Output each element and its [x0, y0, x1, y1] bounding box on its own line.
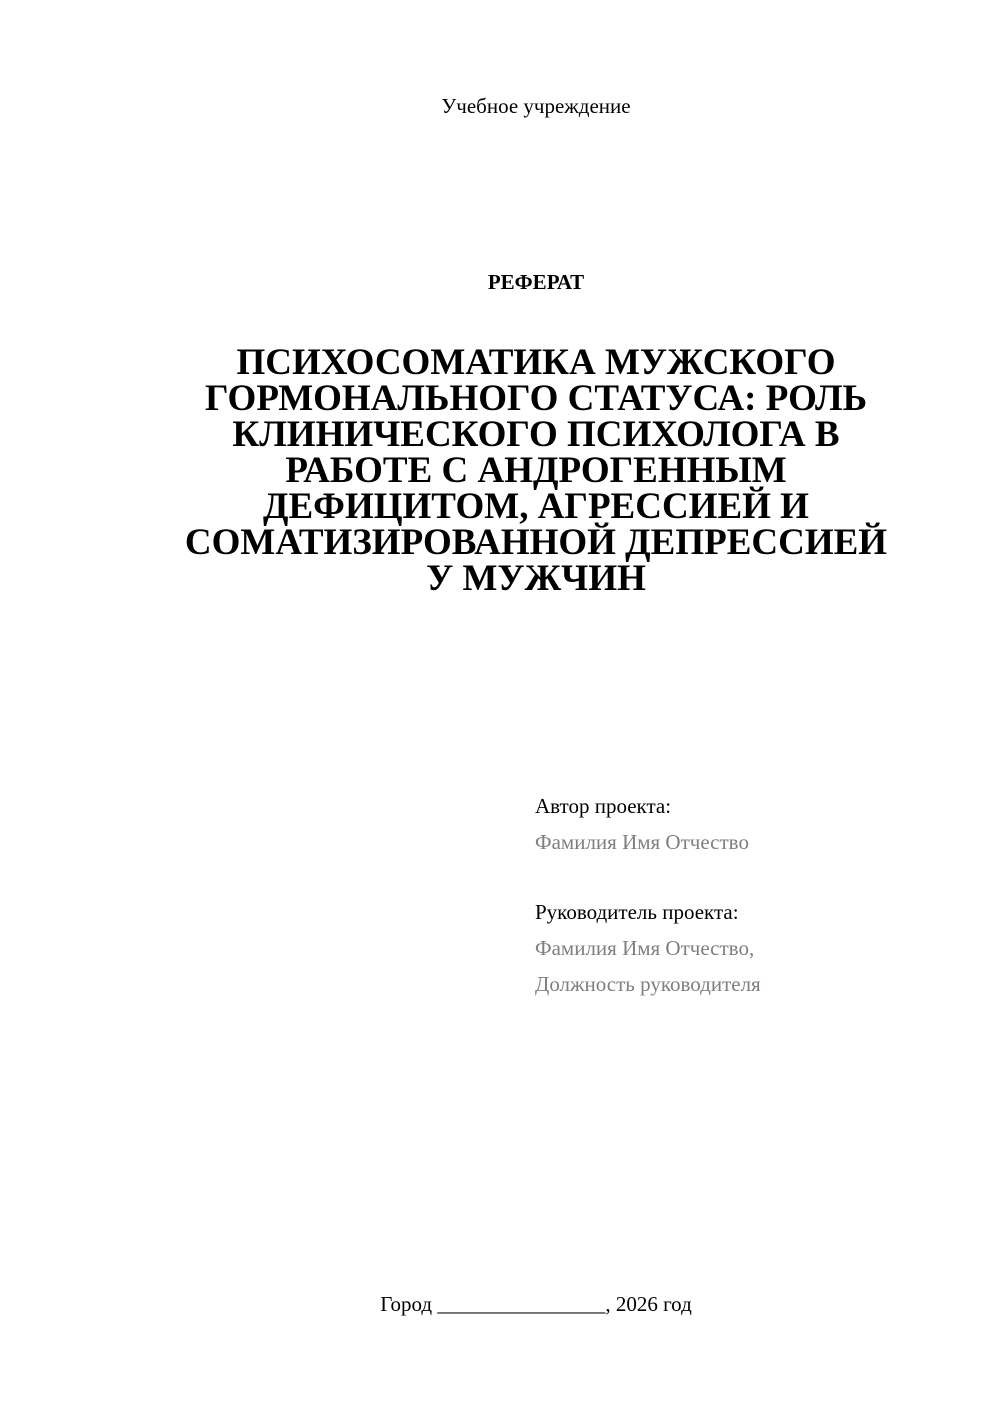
title-line: СОМАТИЗИРОВАННОЙ ДЕПРЕССИЕЙ: [184, 522, 888, 563]
document-type: РЕФЕРАТ: [487, 270, 585, 294]
author-name: Фамилия Имя Отчество: [535, 830, 749, 854]
title-line: ДЕФИЦИТОМ, АГРЕССИЕЙ И: [263, 486, 809, 527]
title-line: КЛИНИЧЕСКОГО ПСИХОЛОГА В: [232, 414, 840, 455]
title-line: РАБОТЕ С АНДРОГЕННЫМ: [285, 450, 787, 491]
supervisor-name: Фамилия Имя Отчество,: [535, 936, 755, 960]
supervisor-label: Руководитель проекта:: [535, 900, 739, 924]
institution-name: Учебное учреждение: [441, 94, 631, 118]
document-title: [150, 342, 922, 599]
author-label: Автор проекта:: [535, 794, 672, 818]
supervisor-position: Должность руководителя: [535, 972, 761, 996]
credits-block: [535, 788, 975, 1002]
credits-spacer: [535, 860, 975, 894]
title-line: ГОРМОНАЛЬНОГО СТАТУСА: РОЛЬ: [204, 378, 868, 419]
city-year-footer: Город ________________, 2026 год: [380, 1292, 692, 1316]
title-line: У МУЖЧИН: [426, 558, 646, 599]
title-line: ПСИХОСОМАТИКА МУЖСКОГО: [236, 342, 836, 383]
